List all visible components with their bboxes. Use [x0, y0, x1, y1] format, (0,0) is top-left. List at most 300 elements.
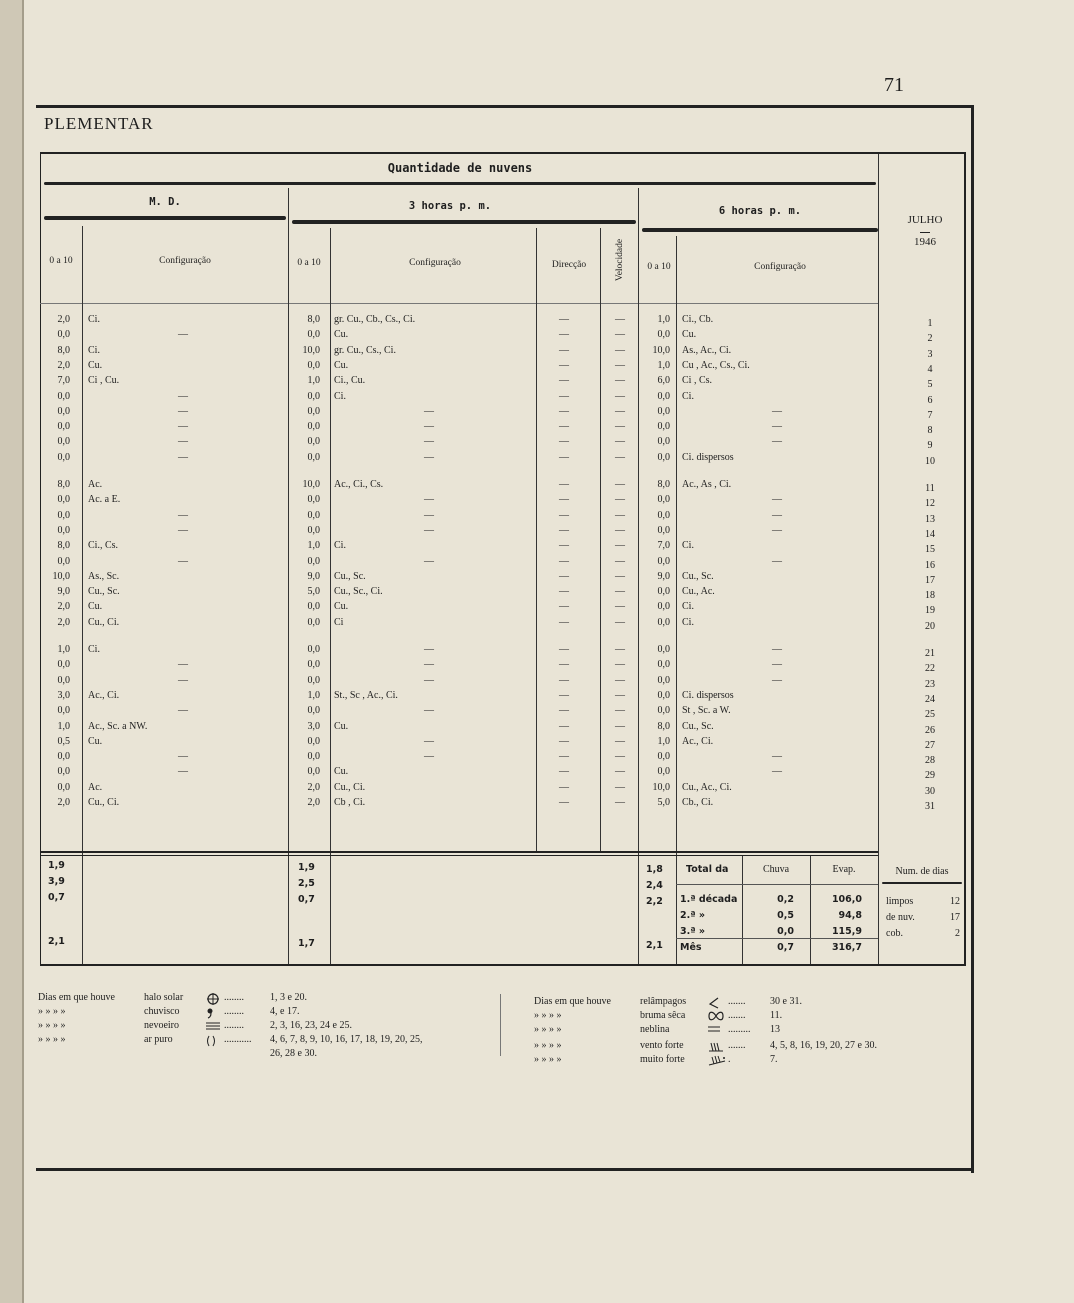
h6-quantity: 0,0 — [657, 524, 670, 536]
day-number: 4 — [927, 363, 933, 375]
h3-quantity: 0,0 — [307, 705, 320, 717]
h6-configuration: Ac., As , Ci. — [682, 479, 732, 490]
h6-configuration: — — [772, 405, 782, 417]
main-header: Quantidade de nuvens — [387, 161, 533, 175]
right-footnote-dots: ....... — [728, 1010, 746, 1021]
h6-configuration: Ac., Ci. — [682, 735, 714, 747]
right-footnote-label: neblina — [640, 1024, 670, 1035]
chuva-value: 0,0 — [777, 926, 794, 937]
direction: — — [559, 344, 569, 356]
day-number: 11 — [925, 483, 935, 494]
h6-configuration: Ci., Cb. — [682, 314, 714, 325]
direction: — — [559, 375, 569, 387]
evap-value: 106,0 — [831, 894, 862, 905]
velocity: — — [615, 509, 625, 521]
h3-quantity: 5,0 — [307, 586, 320, 598]
left-footnote-label: chuvisco — [144, 1006, 180, 1017]
md-quantity: 0,0 — [57, 436, 70, 448]
h3-quantity: 2,0 — [307, 781, 320, 793]
h3-configuration: Cu. — [334, 329, 349, 341]
md-configuration: Ci , Cu. — [88, 375, 120, 387]
md-quantity: 8,0 — [57, 479, 70, 490]
h6-configuration: — — [772, 659, 782, 671]
binding-gutter — [0, 0, 24, 1303]
clear-air-icon — [206, 1035, 216, 1050]
h6-quantity: 0,0 — [657, 689, 670, 701]
h3-quantity: 0,0 — [307, 451, 320, 463]
totals-label: Total da — [686, 864, 729, 875]
h3-quantity: 0,0 — [307, 659, 320, 671]
day-number: 6 — [927, 394, 933, 406]
md-configuration: Ci., Cs. — [88, 540, 119, 552]
h6-quantity: 8,0 — [657, 720, 670, 732]
footnote-divider — [500, 994, 501, 1056]
lightning-icon — [708, 997, 720, 1012]
h6-quantity: 0,0 — [657, 405, 670, 417]
velocity: — — [615, 344, 625, 356]
h6-configuration: — — [772, 674, 782, 686]
velocity: — — [615, 479, 625, 490]
h3-quantity: 0,0 — [307, 359, 320, 371]
md-quantity: 0,0 — [57, 766, 70, 778]
day-number: 3 — [927, 348, 933, 360]
md-summary-value: 1,9 — [48, 860, 65, 871]
md-configuration: Cu., Sc. — [88, 586, 120, 598]
num-dias-brace — [882, 882, 962, 884]
h6-quantity: 0,0 — [657, 421, 670, 433]
h6-quantity: 0,0 — [657, 436, 670, 448]
day-number: 14 — [925, 528, 935, 540]
md-configuration: Cu. — [88, 359, 103, 371]
totals-header-rule — [676, 884, 878, 885]
day-number: 29 — [925, 770, 935, 782]
h6-configuration: — — [772, 509, 782, 521]
h3-configuration: Ci. — [334, 540, 346, 552]
h6-quantity: 0,0 — [657, 751, 670, 763]
h3-quantity: 0,0 — [307, 555, 320, 567]
md-configuration: — — [178, 751, 188, 763]
h6-header-brace — [642, 228, 878, 232]
h3-configuration: — — [424, 524, 434, 536]
md-configuration: — — [178, 329, 188, 341]
h3-quantity: 10,0 — [302, 344, 320, 356]
h3-configuration: — — [424, 555, 434, 567]
period-label: 2.ª » — [680, 910, 706, 921]
h6-configuration: Cu., Sc. — [682, 720, 714, 732]
md-quantity: 0,0 — [57, 659, 70, 671]
col-line-month — [878, 154, 879, 964]
velocity: — — [615, 436, 625, 448]
direction: — — [559, 555, 569, 567]
md-configuration: — — [178, 451, 188, 463]
h6-configuration: — — [772, 524, 782, 536]
h6-configuration: — — [772, 494, 782, 506]
md-configuration: As., Sc. — [88, 570, 120, 582]
h3-quantity: 0,0 — [307, 644, 320, 655]
drizzle-icon — [206, 1007, 214, 1022]
day-number: 8 — [927, 425, 933, 437]
h6-configuration: As., Ac., Ci. — [682, 344, 732, 356]
left-footnote-days: 4, e 17. — [270, 1006, 300, 1017]
md-configuration: Cu., Ci. — [88, 616, 120, 628]
h6-configuration: Cu., Ac. — [682, 586, 715, 598]
page-number: 71 — [884, 74, 904, 96]
direction: — — [559, 390, 569, 402]
left-footnote-dots: ........... — [224, 1034, 252, 1045]
right-footnote-days: 7. — [770, 1054, 778, 1065]
right-footnote-days: 11. — [770, 1010, 783, 1021]
md-summary-value: 0,7 — [48, 892, 65, 903]
h6-quantity: 1,0 — [657, 359, 670, 371]
h6-quantity: 0,0 — [657, 705, 670, 717]
left-footnote-dots: ........ — [224, 992, 244, 1003]
h6-quantity: 0,0 — [657, 555, 670, 567]
h6-quantity: 6,0 — [657, 375, 670, 387]
h6-quantity: 0,0 — [657, 451, 670, 463]
direction: — — [559, 451, 569, 463]
day-number: 30 — [925, 785, 935, 797]
h3-quantity: 0,0 — [307, 735, 320, 747]
totals-chuva-line — [742, 856, 743, 964]
day-number: 24 — [925, 693, 935, 705]
h3-configuration: — — [424, 436, 434, 448]
h3-configuration: gr. Cu., Cb., Cs., Ci. — [334, 314, 416, 325]
h3-quantity: 0,0 — [307, 616, 320, 628]
md-quantity: 2,0 — [57, 359, 70, 371]
md-quantity: 0,0 — [57, 751, 70, 763]
h3-configuration: Cb , Ci. — [334, 797, 366, 808]
md-quantity: 0,0 — [57, 524, 70, 536]
md-quantity: 1,0 — [57, 720, 70, 732]
md-quantity: 0,0 — [57, 781, 70, 793]
md-configuration: Ci. — [88, 644, 100, 655]
frame-bottom-rule — [36, 1168, 974, 1171]
h6-quantity: 0,0 — [657, 509, 670, 521]
md-quantity: 0,0 — [57, 421, 70, 433]
left-footnote-prefix: Dias em que houve — [38, 992, 115, 1003]
main-header-brace — [44, 182, 876, 185]
direction: — — [559, 735, 569, 747]
md-configuration: Ac. — [88, 479, 103, 490]
h6-configuration: — — [772, 555, 782, 567]
md-configuration: Cu. — [88, 601, 103, 613]
h3-summary-value: 2,5 — [298, 878, 315, 889]
h6-configuration: Ci , Cs. — [682, 375, 713, 387]
h3-config-header: Configuração — [409, 258, 461, 268]
velocity: — — [615, 720, 625, 732]
h3-quantity: 9,0 — [307, 570, 320, 582]
num-dias-label-item: de nuv. — [886, 912, 915, 923]
left-footnote-label: nevoeiro — [144, 1020, 179, 1031]
h6-quantity: 7,0 — [657, 540, 670, 552]
md-configuration: — — [178, 390, 188, 402]
h6-configuration: — — [772, 766, 782, 778]
h3-quantity: 0,0 — [307, 405, 320, 417]
md-quantity: 0,0 — [57, 405, 70, 417]
h3-configuration: gr. Cu., Cs., Ci. — [334, 344, 396, 356]
direction: — — [559, 359, 569, 371]
velocity: — — [615, 421, 625, 433]
left-footnote-prefix: » » » » — [38, 1034, 66, 1045]
velocity: — — [615, 616, 625, 628]
h3-summary-value: 0,7 — [298, 894, 315, 905]
h3-configuration: St., Sc , Ac., Ci. — [334, 689, 398, 701]
h3-quantity: 10,0 — [302, 479, 320, 490]
md-summary-value: 3,9 — [48, 876, 65, 887]
md-quantity: 9,0 — [57, 586, 70, 598]
direction: — — [559, 766, 569, 778]
md-configuration: — — [178, 555, 188, 567]
md-header-brace — [44, 216, 286, 220]
day-number: 9 — [927, 440, 933, 452]
h6-configuration: St , Sc. a W. — [682, 705, 731, 717]
num-dias-value: 2 — [955, 928, 960, 939]
table-bottom-rule — [40, 964, 966, 966]
h3-summary-value: 1,9 — [298, 862, 315, 873]
h6-quantity: 10,0 — [652, 781, 670, 793]
h3-configuration: — — [424, 735, 434, 747]
h3-quantity: 3,0 — [307, 720, 320, 732]
md-header: M. D. — [149, 196, 181, 208]
md-configuration: Ci. — [88, 344, 100, 356]
evap-value: 316,7 — [831, 942, 862, 953]
month-header: JULHO — [907, 214, 943, 226]
direction: — — [559, 705, 569, 717]
h3-scale-header: 0 a 10 — [297, 258, 321, 268]
day-number: 27 — [925, 739, 935, 751]
md-quantity: 8,0 — [57, 540, 70, 552]
page-title: PLEMENTAR — [44, 114, 154, 133]
direction: — — [559, 616, 569, 628]
h3-configuration: Ci. — [334, 390, 346, 402]
md-configuration: Ac. a E. — [88, 494, 121, 506]
day-number: 19 — [925, 605, 935, 617]
num-dias-label-item: cob. — [886, 928, 903, 939]
h3-quantity: 0,0 — [307, 601, 320, 613]
left-footnote-days: 1, 3 e 20. — [270, 992, 307, 1003]
left-footnote-days: 26, 28 e 30. — [270, 1048, 317, 1059]
h6-summary-value: 2,1 — [646, 940, 663, 951]
right-footnote-prefix: Dias em que houve — [534, 996, 611, 1007]
left-footnote-days: 2, 3, 16, 23, 24 e 25. — [270, 1020, 352, 1031]
h6-quantity: 0,0 — [657, 659, 670, 671]
left-footnote-label: halo solar — [144, 992, 184, 1003]
velocity: — — [615, 781, 625, 793]
h3-quantity: 1,0 — [307, 540, 320, 552]
h3-quantity: 8,0 — [307, 314, 320, 325]
direction: — — [559, 601, 569, 613]
h6-configuration: Cu., Ac., Ci. — [682, 781, 732, 793]
h3-summary-value: 1,7 — [298, 938, 315, 949]
h3-quantity: 1,0 — [307, 689, 320, 701]
chuva-value: 0,7 — [777, 942, 794, 953]
period-label: 3.ª » — [680, 926, 706, 937]
evap-label: Evap. — [832, 864, 856, 875]
md-configuration: — — [178, 766, 188, 778]
direction: — — [559, 689, 569, 701]
direction: — — [559, 524, 569, 536]
left-footnote-dots: ........ — [224, 1006, 244, 1017]
velocity: — — [615, 314, 625, 325]
right-footnote-dots: ....... — [728, 1040, 746, 1051]
right-footnote-days: 30 e 31. — [770, 996, 802, 1007]
col-line-vel — [600, 228, 601, 852]
md-quantity: 2,0 — [57, 601, 70, 613]
direction: — — [559, 644, 569, 655]
h3-configuration: — — [424, 494, 434, 506]
direction: — — [559, 329, 569, 341]
halo-icon — [206, 993, 220, 1008]
direction: — — [559, 479, 569, 490]
day-number: 18 — [925, 590, 935, 602]
direction: — — [559, 659, 569, 671]
h3-quantity: 2,0 — [307, 797, 320, 808]
h6-configuration: Ci. — [682, 540, 694, 552]
velocity: — — [615, 405, 625, 417]
velocity: — — [615, 735, 625, 747]
h6-configuration: Ci. dispersos — [682, 689, 734, 701]
summary-top-rule — [40, 851, 878, 853]
velocity: — — [615, 705, 625, 717]
day-number: 26 — [925, 724, 935, 736]
h3-quantity: 0,0 — [307, 494, 320, 506]
day-number: 15 — [925, 544, 935, 556]
day-number: 20 — [925, 620, 935, 632]
day-number: 12 — [925, 498, 935, 510]
h3-configuration: — — [424, 659, 434, 671]
h6-quantity: 9,0 — [657, 570, 670, 582]
h3-quantity: 0,0 — [307, 766, 320, 778]
md-quantity: 1,0 — [57, 644, 70, 655]
h3-configuration: — — [424, 451, 434, 463]
h6-quantity: 5,0 — [657, 797, 670, 808]
col-line-h3-config — [330, 228, 331, 964]
velocity: — — [615, 674, 625, 686]
day-number: 23 — [925, 678, 935, 690]
h6-summary-value: 2,4 — [646, 880, 663, 891]
velocity: — — [615, 601, 625, 613]
haze-icon — [708, 1011, 724, 1024]
h3-quantity: 0,0 — [307, 390, 320, 402]
h6-quantity: 0,0 — [657, 616, 670, 628]
md-quantity: 0,0 — [57, 674, 70, 686]
h3-quantity: 0,0 — [307, 436, 320, 448]
right-footnote-prefix: » » » » — [534, 1054, 562, 1065]
direction: — — [559, 509, 569, 521]
h3-quantity: 0,0 — [307, 674, 320, 686]
direction: — — [559, 494, 569, 506]
md-quantity: 0,5 — [57, 735, 70, 747]
right-footnote-dots: ....... — [728, 996, 746, 1007]
right-footnote-label: bruma sêca — [640, 1010, 686, 1021]
h6-quantity: 8,0 — [657, 479, 670, 490]
md-quantity: 2,0 — [57, 616, 70, 628]
strong-wind-icon — [708, 1041, 724, 1056]
right-footnote-prefix: » » » » — [534, 1010, 562, 1021]
evap-value: 94,8 — [838, 910, 862, 921]
h3-configuration: — — [424, 674, 434, 686]
md-configuration: — — [178, 421, 188, 433]
velocity: — — [615, 659, 625, 671]
direction: — — [559, 781, 569, 793]
h6-summary-value: 1,8 — [646, 864, 663, 875]
h3-configuration: — — [424, 644, 434, 655]
table-right-rule — [964, 152, 966, 966]
h6-quantity: 0,0 — [657, 586, 670, 598]
direction: — — [559, 674, 569, 686]
h3-header-brace — [292, 220, 636, 224]
h3-configuration: — — [424, 405, 434, 417]
h6-configuration: — — [772, 436, 782, 448]
velocity: — — [615, 390, 625, 402]
md-quantity: 0,0 — [57, 494, 70, 506]
direction: — — [559, 797, 569, 808]
h6-config-header: Configuração — [754, 262, 806, 272]
h3-quantity: 0,0 — [307, 421, 320, 433]
day-number: 13 — [925, 513, 935, 525]
h3-configuration: — — [424, 509, 434, 521]
day-number: 28 — [925, 755, 935, 767]
right-footnote-label: vento forte — [640, 1040, 684, 1051]
num-dias-label-item: limpos — [886, 896, 914, 907]
h3-configuration: Ci — [334, 616, 344, 628]
h6-quantity: 0,0 — [657, 601, 670, 613]
md-quantity: 0,0 — [57, 555, 70, 567]
right-footnote-dots: ......... — [728, 1024, 751, 1035]
md-quantity: 2,0 — [57, 314, 70, 325]
md-configuration: — — [178, 436, 188, 448]
md-configuration: — — [178, 509, 188, 521]
md-config-header: Configuração — [159, 256, 211, 266]
h6-configuration: Ci. — [682, 616, 694, 628]
velocity: — — [615, 329, 625, 341]
md-summary-value: 2,1 — [48, 936, 65, 947]
h3-quantity: 0,0 — [307, 751, 320, 763]
day-number: 22 — [925, 663, 935, 675]
h3-quantity: 0,0 — [307, 509, 320, 521]
direction: — — [559, 586, 569, 598]
summary-top-rule-2 — [40, 855, 878, 856]
day-number: 2 — [927, 333, 933, 345]
day-number: 10 — [925, 455, 935, 467]
h3-configuration: — — [424, 705, 434, 717]
h3-configuration: Cu. — [334, 720, 349, 732]
velocity: — — [615, 751, 625, 763]
velocity: — — [615, 555, 625, 567]
velocity: — — [615, 586, 625, 598]
totals-month-rule — [676, 938, 878, 939]
h3-quantity: 0,0 — [307, 329, 320, 341]
left-footnote-prefix: » » » » — [38, 1006, 66, 1017]
h6-configuration: Ci. — [682, 601, 694, 613]
num-dias-label: Num. de dias — [895, 866, 949, 877]
day-number: 17 — [925, 574, 935, 586]
md-quantity: 0,0 — [57, 509, 70, 521]
h6-header: 6 horas p. m. — [718, 205, 802, 217]
h3-quantity: 0,0 — [307, 524, 320, 536]
day-number: 31 — [925, 801, 935, 812]
day-number: 21 — [925, 648, 935, 659]
velocity: — — [615, 797, 625, 808]
h6-configuration: — — [772, 644, 782, 655]
md-scale-header: 0 a 10 — [49, 256, 73, 266]
h3-configuration: Cu. — [334, 359, 349, 371]
h6-quantity: 10,0 — [652, 344, 670, 356]
left-footnote-label: ar puro — [144, 1034, 173, 1045]
direction: — — [559, 405, 569, 417]
chuva-value: 0,5 — [777, 910, 794, 921]
right-footnote-days: 4, 5, 8, 16, 19, 20, 27 e 30. — [770, 1040, 877, 1051]
